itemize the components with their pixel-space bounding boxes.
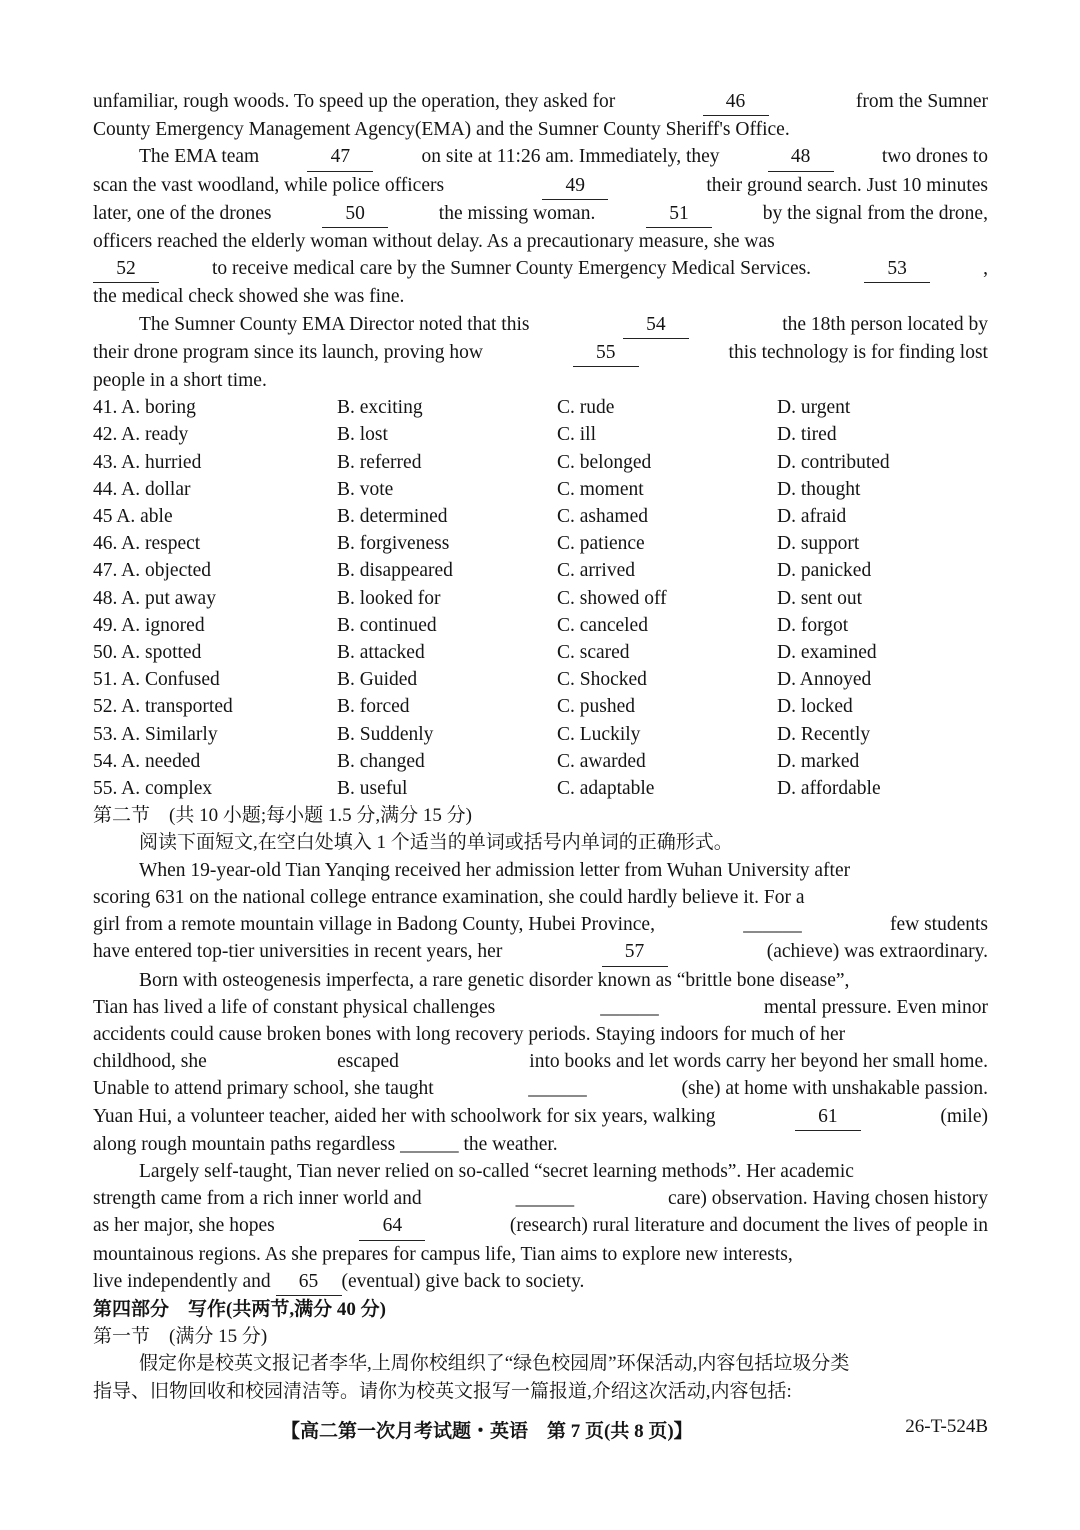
p2-line-16: live independently and 65 (eventual) give back to society. xyxy=(93,1268,988,1296)
blank-57: 57 xyxy=(602,938,668,966)
p1-line-6: officers reached the elderly woman without delay. As a precautionary measure, she was xyxy=(93,231,775,253)
p1-line-5: later, one of the drones 50 the missing woman. 51 by the signal from the drone, xyxy=(93,200,988,228)
blank-62: ______ xyxy=(400,1133,459,1155)
option-row-51: 51. A. Confused B. Guided C. Shocked D. Annoyed xyxy=(93,669,872,691)
p1-line-4: scan the vast woodland, while police officers 49 their ground search. Just 10 minutes xyxy=(93,172,988,200)
p1-line-2: County Emergency Management Agency(EMA) and the Sumner County Sheriff's Office. xyxy=(93,119,790,141)
writing-prompt-line-1: 假定你是校英文报记者李华,上周你校组织了“绿色校园周”环保活动,内容包括垃圾分类 xyxy=(139,1353,850,1375)
blank-61: 61 xyxy=(795,1103,861,1131)
p2-line-6: Tian has lived a life of constant physical challenges ______ mental pressure. Even minor xyxy=(93,994,988,1021)
p1-line-11: people in a short time. xyxy=(93,370,267,392)
option-row-46: 46. A. respect B. forgiveness C. patience D. support xyxy=(93,533,860,555)
option-row-41: 41. A. boring B. exciting C. rude D. urgent xyxy=(93,397,851,419)
option-row-55: 55. A. complex B. useful C. adaptable D. affordable xyxy=(93,778,881,800)
blank-58: ______ xyxy=(600,996,659,1018)
footer-title: 【高二第一次月考试题・英语 第 7 页(共 8 页)】 xyxy=(281,1421,693,1442)
option-row-43: 43. A. hurried B. referred C. belonged D. contributed xyxy=(93,451,890,473)
blank-55: 55 xyxy=(573,339,639,367)
p1-line-7: 52 to receive medical care by the Sumner County Emergency Medical Services. 53 , xyxy=(93,255,988,283)
p2-line-5: Born with osteogenesis imperfecta, a rare genetic disorder known as “brittle bone disease”, xyxy=(139,969,850,991)
p2-line-12: Largely self-taught, Tian never relied on so-called “secret learning methods”. Her academic xyxy=(139,1160,854,1182)
option-row-44: 44. A. dollar B. vote C. moment D. thought xyxy=(93,478,861,500)
blank-51: 51 xyxy=(646,200,712,228)
blank-52: 52 xyxy=(93,255,159,283)
page-footer xyxy=(93,1416,988,1443)
footer-code: 26-T-524B xyxy=(905,1416,988,1437)
p2-line-2: scoring 631 on the national college entrance examination, she could hardly believe it. For a xyxy=(93,886,805,908)
p2-line-8: childhood, she escaped into books and let words carry her beyond her small home. xyxy=(93,1048,988,1075)
blank-56: ______ xyxy=(743,914,802,936)
p2-line-9: Unable to attend primary school, she taught ______ (she) at home with unshakable passion. xyxy=(93,1075,988,1102)
blank-54: 54 xyxy=(623,311,689,339)
p1-line-8: the medical check showed she was fine. xyxy=(93,286,405,308)
exam-page xyxy=(93,88,988,1405)
p1-line-9: The Sumner County EMA Director noted that this 54 the 18th person located by xyxy=(93,311,988,339)
blank-53: 53 xyxy=(864,255,930,283)
p1-line-3: The EMA team 47 on site at 11:26 am. Immediately, they 48 two drones to xyxy=(93,143,988,171)
blank-65: 65 xyxy=(276,1268,342,1296)
p1-line-1: unfamiliar, rough woods. To speed up the operation, they asked for 46 from the Sumner xyxy=(93,88,988,116)
option-row-48: 48. A. put away B. looked for C. showed off D. sent out xyxy=(93,587,863,609)
option-row-53: 53. A. Similarly B. Suddenly C. Luckily D. Recently xyxy=(93,723,871,745)
p1-line-10: their drone program since its launch, proving how 55 this technology is for finding lost xyxy=(93,339,988,367)
option-row-47: 47. A. objected B. disappeared C. arrived D. panicked xyxy=(93,560,872,582)
section-2-instruction: 阅读下面短文,在空白处填入 1 个适当的单词或括号内单词的正确形式。 xyxy=(139,832,733,854)
blank-59: escaped xyxy=(337,1051,399,1073)
option-row-50: 50. A. spotted B. attacked C. scared D. examined xyxy=(93,642,877,664)
writing-prompt-line-2: 指导、旧物回收和校园清洁等。请你为校英文报写一篇报道,介绍这次活动,内容包括: xyxy=(93,1380,792,1402)
blank-48: 48 xyxy=(768,143,834,171)
blank-50: 50 xyxy=(322,200,388,228)
p2-line-1: When 19-year-old Tian Yanqing received her admission letter from Wuhan University after xyxy=(139,859,851,881)
part-4-section-1: 第一节 (满分 15 分) xyxy=(93,1326,268,1348)
p2-line-14: as her major, she hopes 64 (research) rural literature and document the lives of people in xyxy=(93,1212,988,1240)
p2-line-15: mountainous regions. As she prepares for campus life, Tian aims to explore new interests, xyxy=(93,1243,793,1265)
blank-47: 47 xyxy=(307,143,373,171)
option-row-52: 52. A. transported B. forced C. pushed D. locked xyxy=(93,696,853,718)
blank-60: ______ xyxy=(528,1078,587,1100)
option-row-45: 45 A. able B. determined C. ashamed D. afraid xyxy=(93,506,847,528)
p2-line-11: along rough mountain paths regardless ______ the weather. xyxy=(93,1131,988,1158)
p2-line-13: strength came from a rich inner world and ______ care) observation. Having chosen history xyxy=(93,1185,988,1212)
p2-line-4: have entered top-tier universities in recent years, her 57 (achieve) was extraordinary. xyxy=(93,938,988,966)
section-2-heading: 第二节 (共 10 小题;每小题 1.5 分,满分 15 分) xyxy=(93,805,472,827)
option-row-42: 42. A. ready B. lost C. ill D. tired xyxy=(93,424,837,446)
blank-63: ______ xyxy=(515,1188,575,1210)
blank-49: 49 xyxy=(542,172,608,200)
blank-64: 64 xyxy=(359,1212,425,1240)
blank-46: 46 xyxy=(703,88,769,116)
option-row-54: 54. A. needed B. changed C. awarded D. marked xyxy=(93,750,860,772)
p2-line-10: Yuan Hui, a volunteer teacher, aided her with schoolwork for six years, walking 61 (mile) xyxy=(93,1103,988,1131)
option-row-49: 49. A. ignored B. continued C. canceled D. forgot xyxy=(93,614,849,636)
p2-line-7: accidents could cause broken bones with long recovery periods. Staying indoors for much of her xyxy=(93,1023,846,1045)
p2-line-3: girl from a remote mountain village in Badong County, Hubei Province, ______ few students xyxy=(93,911,988,938)
options-table xyxy=(93,394,988,802)
part-4-heading: 第四部分 写作(共两节,满分 40 分) xyxy=(93,1298,386,1320)
